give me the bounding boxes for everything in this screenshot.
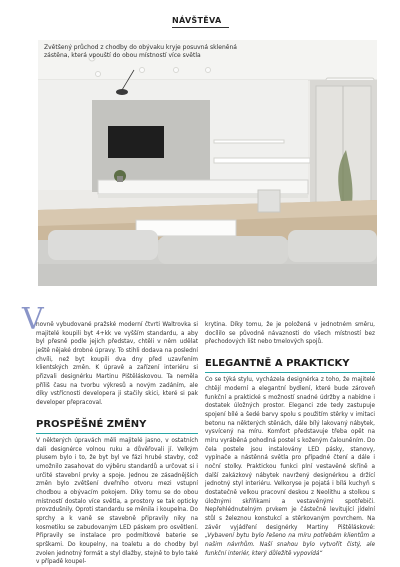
article-left-column bbox=[36, 321, 198, 567]
left-paragraph-1: novně vybudované pražské moderní čtvrti Waltrovka si majitelé koupili byt 4+kk ve vyšším standardu, a aby byl přesně podle jejich představ, chtěli v něm udělat ještě nějaké drobné úpravy. To stihli dodava na poslední chvíli, než byt koupili dva dny před uzavřením klientských změn. K úpravě a zařízení interiéru si přizvali designérku Martinu Pištěláskovou. Ta neměla příliš času na tvorbu výkresů a novým zadáním, ale díky vstřícnosti developera ji stačily skici, které si pak developer přepracoval. bbox=[36, 322, 198, 406]
section-label: NÁVŠTĚVA bbox=[172, 16, 222, 25]
page-header bbox=[0, 0, 400, 32]
subhead-right-rule bbox=[205, 372, 375, 374]
right-paragraph-2 bbox=[205, 376, 375, 558]
subhead-left-rule bbox=[36, 433, 198, 435]
subhead-elegantne-a-prakticky: ELEGANTNĚ A PRAKTICKY bbox=[205, 357, 350, 369]
left-paragraph-2: V některých úpravách měli majitelé jasno, v ostatních dali designérce volnou ruku a důvěřovali jí. Velkým plusem bylo i to, že byt byl ve fázi hrubé stavby, což umožnilo zasahovat do výběru standardů a určovat si i určité stavební prvky a spoje. Jednou ze zásadnějších změn bylo zvětšení dveřního otvoru mezi vstupní chodbou a obývacím pokojem. Díky tomu se do obou místností dostalo více světla, a prostory se tak opticky provzdušnily. Oproti standardu se měnila i koupelna. Do sprchy a k vaně se stavebně připravily niky na kosmetiku se zabudovaným LED páskem pro osvětlení. Připravily se instalace pro podmítkové baterie se sprškami. Do koupelny, na toaletu a do chodby byl zvolen jednotný formát a styl dlažby, stejně to bylo také v případě koupel- bbox=[36, 438, 198, 566]
subhead-prospesne-zmeny: PROSPĚŠNÉ ZMĚNY bbox=[36, 418, 147, 430]
article-right-column bbox=[205, 321, 375, 558]
right-paragraph-1: krytina. Díky tomu, že je položená v jednotném směru, docílilo se původně návaznosti do všech místností bez přechodových lišt nebo tmelových spojů. bbox=[205, 322, 375, 346]
article-dropcap: V bbox=[22, 302, 44, 337]
header-rule bbox=[172, 27, 229, 28]
living-room-photo bbox=[38, 40, 377, 286]
right-paragraph-2-body: Co se týká stylu, vycházela designérka z toho, že majitelé chtějí moderní a elegantní bydlení, které bude zároveň funkční a praktické s možností snadné údržby a nabídne i dostatek úložných prostor. Eleganci zde tedy zastupuje spojení bílé a šedé barvy spolu s použitím stěrky v imitaci betonu na některých stěnách, dále bílý lakovaný nábytek, vysvícený na míru. Komfort představuje třeba opět na míru vyráběná pohodlná postel s koženým čalouněním. Do čela postele jsou instalovány LED pásky, stanovy, vypínače a nástěnná světla pro případné čtení a dále i noční stolky. Praktickou funkci plní vestavěné skříně a další zakázkový nábytek navržený designérkou a držící jednotný styl interiéru. Velkoryse je pojatá i bílá kuchyň s dostatečně velkou pracovní deskou z Neolithu a stolkou s úložnými skříňkami a vestavěnými spotřebiči. Nepřehlédnutelným prvkem je částečně levitující jídelní stůl s železnou konstukcí a stěrkovaným povrchem. Na závěr vyjádření designérky Martiny Pištěláskové: bbox=[205, 377, 375, 531]
designer-quote: „Vybavení bytu bylo řešeno na míru potřebám klientům a našim návrhům. Naší snahou bylo vytvořit čistý, ale funkční interiér, který důležitě vypovídá“ bbox=[205, 533, 375, 557]
photo-caption: Zvětšený průchod z chodby do obývaku kryje posuvná skleněná zástěna, která vpouští do obou místností více světla bbox=[44, 44, 237, 59]
living-room-illustration bbox=[38, 40, 377, 286]
